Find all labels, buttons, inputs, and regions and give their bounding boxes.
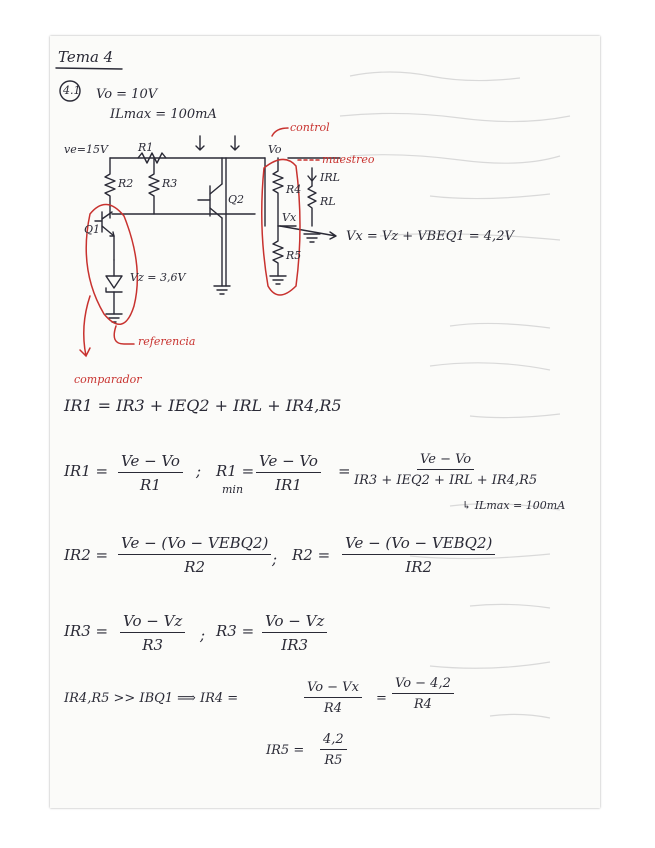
eq3-den: R2	[184, 558, 206, 576]
r3-label: R3	[162, 177, 178, 190]
eq6-lhs: IR5 =	[266, 743, 305, 758]
eq2-fraction-3	[354, 452, 537, 488]
eq3-r2: R2 =	[292, 546, 331, 564]
eq2-num3: Ve − Vo	[417, 452, 474, 470]
eq3-num2: Ve − (Vo − VEBQ2)	[342, 534, 495, 555]
eq3-num: Ve − (Vo − VEBQ2)	[118, 534, 271, 555]
eq5-eq: =	[376, 691, 387, 706]
vo-label: Vo	[268, 143, 282, 156]
eq5-num: Vo − Vx	[304, 680, 362, 698]
eq2-num2: Ve − Vo	[256, 452, 321, 473]
eq2-sep: ;	[196, 462, 202, 480]
eq2-fraction-2	[256, 452, 321, 494]
vo-spec: Vo = 10V	[96, 87, 158, 102]
eq2-note: ↳ ILmax = 100mA	[462, 499, 566, 512]
eq6-fraction	[320, 732, 347, 768]
eq4-num: Vo − Vz	[120, 612, 185, 633]
q2-label: Q2	[228, 193, 245, 206]
r1-label: R1	[138, 141, 154, 154]
eq3-sep: ;	[272, 550, 278, 568]
eq2-eq: =	[338, 462, 351, 480]
eq4-fraction-1	[120, 612, 185, 654]
eq6-num: 4,2	[320, 732, 347, 750]
r5-label: R5	[286, 249, 302, 262]
eq2-num: Ve − Vo	[118, 452, 183, 473]
eq5-fraction-2	[392, 676, 454, 712]
equation-1: IR1 = IR3 + IEQ2 + IRL + IR4,R5	[64, 396, 342, 415]
referencia-annotation: referencia	[138, 335, 196, 348]
eq4-r3: R3 =	[216, 622, 255, 640]
eq3-fraction-1	[118, 534, 271, 576]
eq4-den: R3	[142, 636, 164, 654]
control-annotation: control	[290, 121, 330, 134]
eq4-sep: ;	[200, 626, 206, 644]
muestreo-annotation: muestreo	[322, 153, 375, 166]
eq4-lhs: IR3 =	[64, 622, 109, 640]
eq2-fraction-1	[118, 452, 183, 494]
eq2-lhs: IR1 =	[64, 462, 109, 480]
eq5-text: IR4,R5 >> IBQ1 ⟹ IR4 =	[64, 691, 239, 706]
eq5-den2: R4	[413, 697, 432, 712]
eq4-fraction-2	[262, 612, 327, 654]
ve-label: ve=15V	[64, 143, 108, 156]
irl-label: IRL	[320, 171, 340, 184]
vx-result: Vx = Vz + VBEQ1 = 4,2V	[346, 229, 514, 244]
eq3-fraction-2	[342, 534, 495, 576]
exercise-number: 4.1	[63, 84, 81, 97]
eq5-num2: Vo − 4,2	[392, 676, 454, 694]
eq2-den3: IR3 + IEQ2 + IRL + IR4,R5	[354, 473, 538, 488]
r2-label: R2	[118, 177, 134, 190]
r4-label: R4	[286, 183, 302, 196]
eq5-fraction-1	[304, 680, 362, 716]
eq2-den: R1	[140, 476, 161, 494]
eq4-den2: IR3	[281, 636, 309, 654]
vx-label: Vx	[282, 211, 297, 224]
eq2-min: min	[222, 483, 244, 496]
vz-label: Vz = 3,6V	[130, 271, 186, 284]
eq2-den2: IR1	[275, 476, 302, 494]
iload-spec: ILmax = 100mA	[110, 107, 217, 122]
eq5-den: R4	[323, 701, 342, 716]
page-title: Tema 4	[58, 48, 114, 66]
eq3-lhs: IR2 =	[64, 546, 109, 564]
notebook-page	[50, 36, 600, 808]
comparador-annotation: comparador	[74, 373, 142, 386]
q1-label: Q1	[84, 223, 101, 236]
eq3-den2: IR2	[405, 558, 433, 576]
eq6-den: R5	[324, 753, 343, 768]
rl-label: RL	[320, 195, 336, 208]
eq4-num2: Vo − Vz	[262, 612, 327, 633]
eq2-r1: R1 =	[216, 462, 255, 480]
